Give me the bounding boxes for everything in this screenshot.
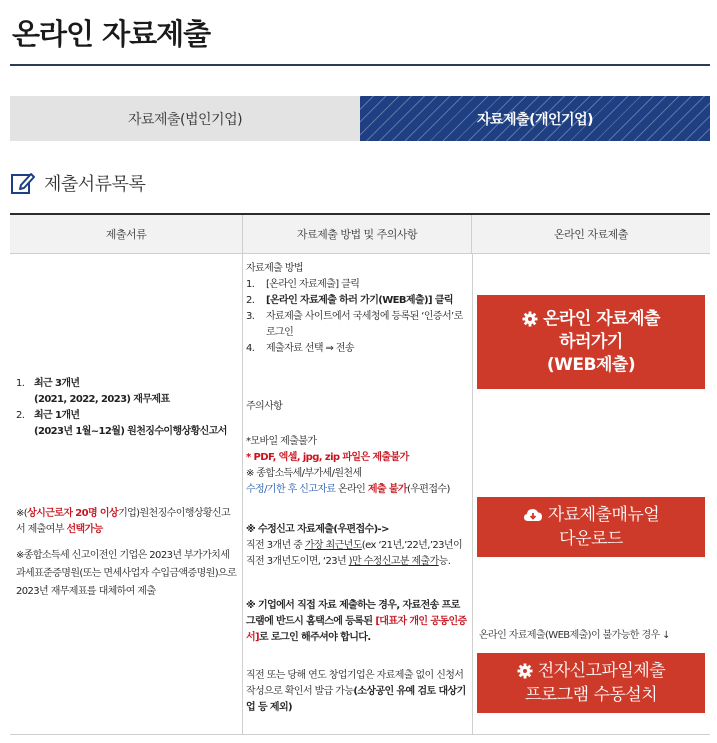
- manual-download-label: 다운로드: [559, 529, 623, 549]
- fallback-note: 온라인 자료제출(WEB제출)이 불가능한 경우 ↓: [479, 630, 670, 641]
- method-cell: [246, 254, 470, 735]
- document-list: [16, 376, 236, 440]
- manual-download-button[interactable]: [477, 497, 705, 557]
- online-submit-button[interactable]: [477, 295, 705, 389]
- mail-block: [246, 522, 468, 570]
- list-item: 3. 자료제출 사이트에서 국세청에 등록된 ‘인증서’로 로그인: [246, 311, 463, 338]
- online-submit-label: (WEB제출): [546, 354, 636, 375]
- manual-install-label: 프로그램 수동설치: [524, 685, 658, 705]
- manual-download-label: 자료제출매뉴얼: [547, 505, 660, 525]
- tab-corporate[interactable]: 자료제출(법인기업): [10, 96, 360, 141]
- vat-note: ※종합소득세 신고이전인 기업은 2023년 부가가치세 과세표준증명원(또는 면세사업자 수입금액증명원)으로 2023년 재무제표를 대체하여 제출: [16, 550, 237, 597]
- file-type-note: * PDF, 엑셀, jpg, zip 파일은 제출불가: [246, 452, 409, 463]
- mail-text: 직전 3개년 중 가장 최근년도(ex ‘21년,’22년,’23년이 직전 3개년도이면, ‘23년 )만 수정신고분 제출가능.: [246, 540, 463, 567]
- section-heading: [10, 170, 145, 196]
- documents-cell: [16, 254, 238, 735]
- list-item: 1. [온라인 자료제출] 클릭: [246, 279, 360, 290]
- online-submit-label: 하러가기: [559, 331, 623, 352]
- manual-install-label: 전자신고파일제출: [537, 661, 666, 681]
- caution-block: [246, 434, 468, 498]
- employee-note: ※(상시근로자 20명 이상기업)원천징수이행상황신고서 제출여부 선택가능: [16, 508, 231, 535]
- amend-note: 수정/기한 후 신고자료 온라인 제출 불가(우편접수): [246, 484, 450, 495]
- title-divider: [10, 64, 710, 66]
- page-title: 온라인 자료제출: [12, 17, 211, 51]
- manual-install-button[interactable]: [477, 653, 705, 713]
- method-heading: 자료제출 방법: [246, 263, 303, 274]
- column-divider: [242, 254, 243, 735]
- header-online: 온라인 자료제출: [554, 228, 628, 241]
- column-divider: [472, 254, 473, 735]
- caution-heading: 주의사항: [246, 401, 283, 412]
- direct-submit-note: ※ 기업에서 직접 자료 제출하는 경우, 자료전송 프로그램에 반드시 홈택스에 등록된 [대표자 개인 공동인증서]로 로그인 해주셔야 합니다.: [246, 600, 467, 643]
- section-title: 제출서류목록: [44, 174, 146, 195]
- tax-note: ※ 종합소득세/부가세/원천세: [246, 468, 362, 479]
- gear-icon: [522, 311, 538, 327]
- header-method: 자료제출 방법 및 주의사항: [242, 215, 472, 253]
- mail-heading: ※ 수정신고 자료제출(우편접수)->: [246, 524, 389, 535]
- list-item: 4. 제출자료 선택 ⇒ 전송: [246, 343, 354, 354]
- list-item: 2. 최근 1개년 (2023년 1월~12월) 원천징수이행상황신고서: [16, 410, 227, 437]
- gear-icon: [517, 663, 533, 679]
- online-submit-label: 온라인 자료제출: [543, 308, 660, 329]
- edit-icon: [10, 170, 36, 196]
- table-header: [10, 215, 710, 254]
- list-item: 1. 최근 3개년 (2021, 2022, 2023) 재무제표: [16, 378, 170, 405]
- cloud-download-icon: [523, 507, 543, 523]
- mobile-note: *모바일 제출불가: [246, 436, 317, 447]
- tab-bar: [10, 96, 710, 141]
- list-item: 2. [온라인 자료제출 하러 가기(WEB제출)] 클릭: [246, 295, 453, 306]
- tab-individual[interactable]: 자료제출(개인기업): [360, 96, 710, 141]
- startup-note: 직전 또는 당해 연도 창업기업은 자료제출 없이 신청서 작성으로 확인서 발급 가능(소상공인 유예 검토 대상기업 등 제외): [246, 670, 466, 713]
- method-block: [246, 261, 468, 357]
- steps-list: [246, 277, 468, 357]
- header-documents: 제출서류: [105, 228, 147, 241]
